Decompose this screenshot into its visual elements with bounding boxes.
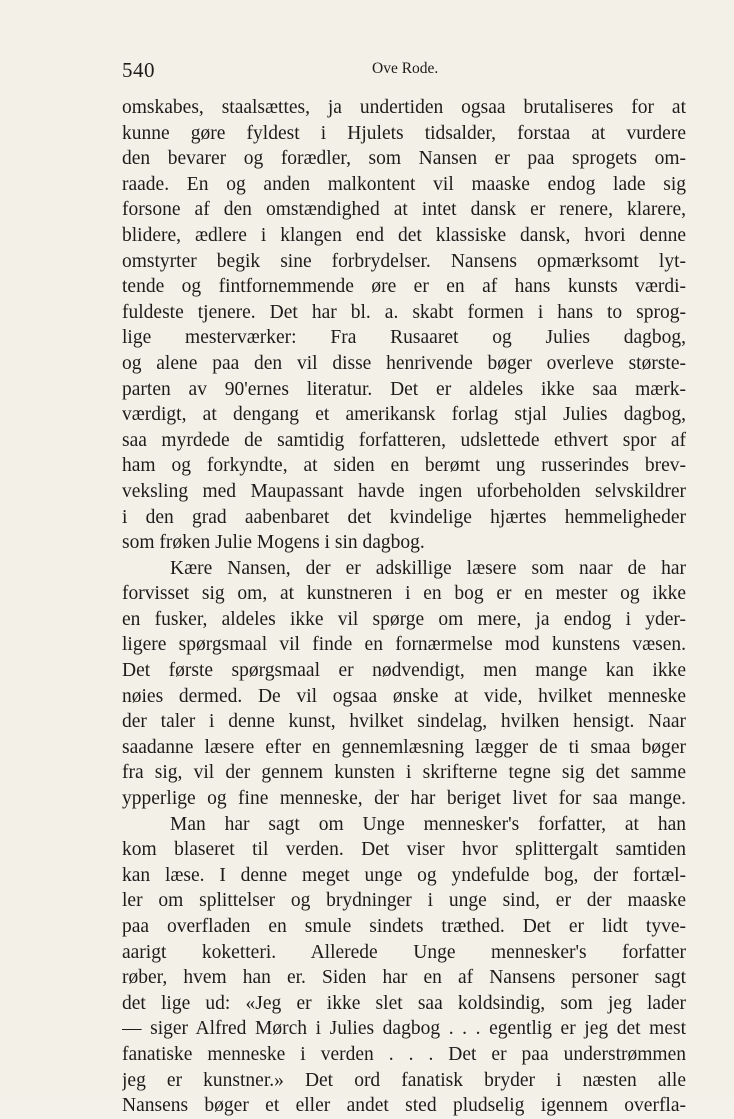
- text-line: en fusker, aldeles ikke vil spørge om mere, ja endog i yder-: [122, 608, 686, 630]
- text-line: kom blaseret til verden. Det viser hvor splittergalt samtiden: [122, 839, 686, 861]
- text-line: kan læse. I denne meget unge og yndefulde bog, der fortæl-: [122, 864, 686, 886]
- text-line: saadanne læsere efter en gennemlæsning lægger de ti smaa bøger: [122, 736, 686, 758]
- text-line: forvisset sig om, at kunstneren i en bog er en mester og ikke: [122, 583, 686, 605]
- body-text: [122, 95, 686, 1119]
- text-line: ler om splittelser og brydninger i unge sind, er der maaske: [122, 890, 686, 912]
- text-line: raade. En og anden malkontent vil maaske endog lade sig: [122, 173, 686, 195]
- text-line: kunne gøre fyldest i Hjulets tidsalder, forstaa at vurdere: [122, 122, 686, 144]
- text-line: i den grad aabenbaret det kvindelige hjærtes hemmeligheder: [122, 506, 686, 528]
- text-line: veksling med Maupassant havde ingen uforbeholden selvskildrer: [122, 480, 686, 502]
- text-line: saa myrdede de samtidig forfatteren, udslettede ethvert spor af: [122, 429, 686, 451]
- text-line: værdigt, at dengang et amerikansk forlag stjal Julies dagbog,: [122, 404, 686, 426]
- text-line: den bevarer og forædler, som Nansen er paa sprogets om-: [122, 148, 686, 170]
- text-line: ham og forkyndte, at siden en berømt ung russerindes brev-: [122, 455, 686, 477]
- text-line: ligere spørgsmaal vil finde en fornærmelse mod kunstens væsen.: [122, 634, 686, 656]
- text-line: ypperlige og fine menneske, der har beriget livet for saa mange.: [122, 788, 686, 810]
- text-line: forsone af den omstændighed at intet dansk er renere, klarere,: [122, 199, 686, 221]
- text-line: lige mesterværker: Fra Rusaaret og Julies dagbog,: [122, 327, 686, 349]
- text-line: fuldeste tjenere. Det har bl. a. skabt formen i hans to sprog-: [122, 301, 686, 323]
- text-line: parten av 90'ernes literatur. Det er aldeles ikke saa mærk-: [122, 378, 686, 400]
- text-line: blidere, ædlere i klangen end det klassiske dansk, hvori denne: [122, 224, 686, 246]
- text-line: og alene paa den vil disse henrivende bøger overleve største-: [122, 352, 686, 374]
- text-line: paa overfladen en smule sindets træthed. Det er lidt tyve-: [122, 916, 686, 937]
- text-line: omskabes, staalsættes, ja undertiden ogsaa brutaliseres for at: [122, 97, 686, 118]
- text-line: fra sig, vil der gennem kunsten i skrifterne tegne sig det samme: [122, 762, 686, 784]
- text-line: røber, hvem han er. Siden har en af Nansens personer sagt: [122, 967, 686, 989]
- text-line: Det første spørgsmaal er nødvendigt, men mange kan ikke: [122, 660, 686, 682]
- text-line: fanatiske menneske i verden . . . Det er paa understrømmen: [122, 1043, 686, 1065]
- text-line: som frøken Julie Mogens i sin dagbog.: [122, 532, 425, 554]
- page-header: [122, 58, 686, 82]
- text-line: Man har sagt om Unge mennesker's forfatter, at han: [170, 813, 686, 835]
- text-line: der taler i denne kunst, hvilket sindelag, hvilken hensigt. Naar: [122, 711, 686, 733]
- text-line: Nansens bøger et eller andet sted pludselig igennem overfla-: [122, 1095, 686, 1117]
- text-line: aarigt koketteri. Allerede Unge mennesker's forfatter: [122, 941, 686, 963]
- text-line: det lige ud: «Jeg er ikke slet saa koldsindig, som jeg lader: [122, 992, 686, 1014]
- text-line: jeg er kunstner.» Det ord fanatisk bryder i næsten alle: [122, 1069, 686, 1091]
- text-line: Kære Nansen, der er adskillige læsere som naar de har: [170, 557, 686, 579]
- running-head: Ove Rode.: [372, 60, 439, 77]
- text-line: tende og fintfornemmende øre er en af hans kunsts værdi-: [122, 276, 686, 298]
- text-line: omstyrter begik sine forbrydelser. Nansens opmærksomt lyt-: [122, 250, 686, 272]
- page-number: 540: [122, 58, 155, 82]
- text-line: — siger Alfred Mørch i Julies dagbog . . . egentlig er jeg det mest: [122, 1018, 686, 1040]
- text-line: nøies dermed. De vil ogsaa ønske at vide, hvilket menneske: [122, 685, 686, 707]
